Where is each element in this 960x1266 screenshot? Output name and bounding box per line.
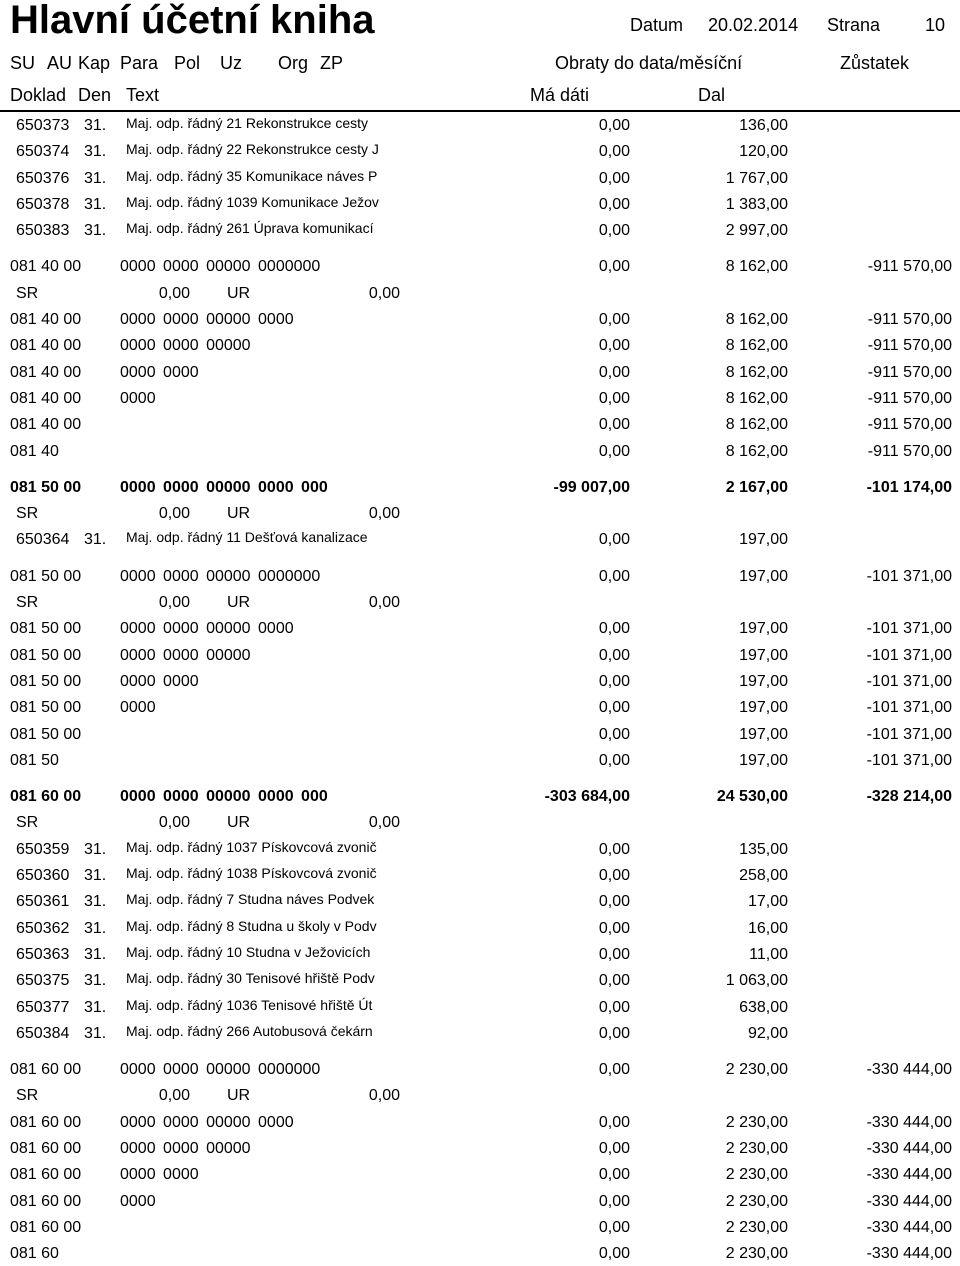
sr-value: 0,00 — [158, 1087, 190, 1105]
account-summary-row — [0, 474, 960, 500]
zustatek-value: -101 371,00 — [866, 699, 952, 717]
account-summary-row — [0, 642, 960, 668]
dal-value: 1 767,00 — [725, 169, 788, 187]
doklad-number: 650361 — [16, 893, 70, 911]
account-code: 081 50 00 — [10, 672, 82, 690]
dal-value: 197,00 — [739, 672, 788, 690]
ma-dati-value: 0,00 — [598, 1218, 630, 1236]
doklad-number: 650360 — [16, 867, 70, 885]
analytic-codes: 0000 0000 00000 0000000 — [120, 258, 321, 276]
analytic-codes: 0000 0000 00000 0000 — [120, 1113, 294, 1131]
sr-ur-row — [0, 280, 960, 306]
dal-value: 2 167,00 — [725, 478, 788, 496]
analytic-codes: 0000 — [120, 389, 156, 407]
analytic-codes: 0000 0000 00000 — [120, 337, 251, 355]
dal-value: 136,00 — [739, 117, 788, 134]
zustatek-value: -330 444,00 — [866, 1166, 952, 1184]
entry-text: Maj. odp. řádný 7 Studna náves Podvek — [126, 891, 375, 908]
col-pol: Pol — [174, 53, 201, 73]
ma-dati-value: 0,00 — [598, 751, 630, 769]
entry-text: Maj. odp. řádný 30 Tenisové hřiště Podv — [126, 970, 375, 987]
dal-value: 2 230,00 — [725, 1113, 788, 1131]
entry-row — [0, 888, 960, 914]
col-obraty: Obraty do data/měsíční — [555, 53, 743, 73]
ur-label: UR — [227, 814, 251, 832]
col-dal: Dal — [698, 85, 726, 105]
zustatek-value: -330 444,00 — [866, 1061, 952, 1079]
analytic-codes: 0000 — [120, 1192, 156, 1210]
zustatek-value: -330 444,00 — [866, 1113, 952, 1131]
analytic-codes: 0000 0000 — [120, 363, 199, 381]
account-summary-row — [0, 615, 960, 641]
account-summary-row — [0, 1161, 960, 1187]
report-title: Hlavní účetní kniha — [10, 0, 375, 42]
account-code: 081 40 — [10, 442, 59, 460]
entry-text: Maj. odp. řádný 266 Autobusová čekárn — [126, 1022, 373, 1039]
sr-ur-row — [0, 809, 960, 835]
ma-dati-value: 0,00 — [598, 416, 630, 434]
ma-dati-value: 0,00 — [598, 672, 630, 690]
ma-dati-value: 0,00 — [598, 195, 630, 213]
dal-value: 2 230,00 — [725, 1061, 788, 1079]
col-zustatek: Zůstatek — [840, 53, 910, 73]
ma-dati-value: 0,00 — [598, 1139, 630, 1157]
strana-value: 10 — [925, 15, 946, 35]
analytic-codes: 0000 — [120, 699, 156, 717]
account-code: 081 50 00 — [10, 567, 82, 585]
account-summary-row — [0, 783, 960, 809]
sr-ur-row — [0, 1082, 960, 1108]
entry-text: Maj. odp. řádný 21 Rekonstrukce cesty — [126, 115, 369, 131]
dal-value: 8 162,00 — [725, 258, 788, 276]
dal-value: 258,00 — [739, 867, 788, 885]
account-code: 081 60 00 — [10, 1166, 82, 1184]
dal-value: 8 162,00 — [725, 363, 788, 381]
col-doklad: Doklad — [10, 85, 67, 105]
account-summary-row — [0, 411, 960, 437]
ma-dati-value: 0,00 — [598, 620, 630, 638]
account-code: 081 50 00 — [10, 620, 82, 638]
ma-dati-value: 0,00 — [598, 893, 630, 911]
ma-dati-value: 0,00 — [598, 222, 630, 240]
entry-text: Maj. odp. řádný 10 Studna v Ježovicích — [126, 943, 371, 960]
dal-value: 197,00 — [739, 725, 788, 743]
analytic-codes: 0000 0000 00000 — [120, 1139, 251, 1157]
day: 31. — [84, 998, 107, 1016]
ur-label: UR — [227, 594, 251, 612]
ma-dati-value: 0,00 — [598, 337, 630, 355]
zustatek-value: -911 570,00 — [867, 416, 952, 434]
day: 31. — [84, 1024, 107, 1042]
dal-value: 2 230,00 — [725, 1192, 788, 1210]
col-org: Org — [278, 53, 309, 73]
account-code: 081 50 00 — [10, 699, 82, 717]
sr-value: 0,00 — [158, 284, 190, 302]
analytic-codes: 0000 0000 00000 0000 000 — [120, 478, 328, 496]
dal-value: 16,00 — [747, 919, 788, 937]
ma-dati-value: 0,00 — [598, 840, 630, 858]
ma-dati-value: 0,00 — [598, 646, 630, 664]
dal-value: 11,00 — [749, 945, 788, 963]
account-code: 081 60 00 — [10, 1113, 82, 1131]
account-summary-row — [0, 438, 960, 464]
account-summary-row — [0, 332, 960, 358]
dal-value: 197,00 — [739, 646, 788, 664]
zustatek-value: -911 570,00 — [867, 389, 952, 407]
dal-value: 92,00 — [747, 1024, 788, 1042]
ma-dati-value: 0,00 — [598, 1166, 630, 1184]
day: 31. — [84, 169, 107, 187]
dal-value: 197,00 — [739, 751, 788, 769]
ma-dati-value: 0,00 — [598, 998, 630, 1016]
account-summary-row — [0, 359, 960, 385]
doklad-number: 650373 — [16, 117, 70, 134]
ur-value: 0,00 — [368, 505, 400, 523]
account-code: 081 60 00 — [10, 1218, 82, 1236]
zustatek-value: -330 444,00 — [866, 1192, 952, 1210]
ur-value: 0,00 — [368, 594, 400, 612]
zustatek-value: -101 371,00 — [866, 725, 952, 743]
sr-value: 0,00 — [158, 594, 190, 612]
ma-dati-value: 0,00 — [598, 117, 630, 134]
account-code: 081 40 00 — [10, 258, 82, 276]
ma-dati-value: 0,00 — [598, 1245, 630, 1263]
dal-value: 2 230,00 — [725, 1245, 788, 1263]
analytic-codes: 0000 0000 00000 — [120, 646, 251, 664]
doklad-number: 650374 — [16, 143, 70, 161]
entry-text: Maj. odp. řádný 1036 Tenisové hřiště Út — [126, 996, 373, 1013]
col-au: AU — [47, 53, 73, 73]
col-uz: Uz — [220, 53, 242, 73]
account-code: 081 50 00 — [10, 646, 82, 664]
ma-dati-value: 0,00 — [598, 1024, 630, 1042]
doklad-number: 650383 — [16, 222, 70, 240]
entry-text: Maj. odp. řádný 1039 Komunikace Ježov — [126, 193, 379, 210]
analytic-codes: 0000 0000 00000 0000000 — [120, 1061, 321, 1079]
sr-label: SR — [16, 594, 39, 612]
ma-dati-value: 0,00 — [598, 725, 630, 743]
account-summary-row — [0, 721, 960, 747]
ma-dati-value: 0,00 — [598, 531, 630, 549]
entry-row — [0, 862, 960, 888]
ur-value: 0,00 — [368, 814, 400, 832]
sr-label: SR — [16, 1087, 39, 1105]
dal-value: 8 162,00 — [725, 337, 788, 355]
ma-dati-value: 0,00 — [598, 972, 630, 990]
day: 31. — [84, 195, 107, 213]
analytic-codes: 0000 0000 — [120, 1166, 199, 1184]
analytic-codes: 0000 0000 00000 0000 — [120, 311, 294, 329]
zustatek-value: -101 371,00 — [866, 751, 952, 769]
entry-text: Maj. odp. řádný 8 Studna u školy v Podv — [126, 917, 377, 934]
ur-label: UR — [227, 505, 251, 523]
zustatek-value: -911 570,00 — [867, 442, 952, 460]
dal-value: 8 162,00 — [725, 389, 788, 407]
day: 31. — [84, 531, 107, 549]
account-code: 081 60 — [10, 1245, 59, 1263]
day: 31. — [84, 945, 107, 963]
dal-value: 24 530,00 — [716, 788, 788, 806]
col-kap: Kap — [78, 53, 111, 73]
zustatek-value: -330 444,00 — [866, 1245, 952, 1263]
analytic-codes: 0000 0000 00000 0000 000 — [120, 788, 328, 806]
zustatek-value: -101 371,00 — [866, 620, 952, 638]
ma-dati-value: 0,00 — [598, 442, 630, 460]
account-summary-row — [0, 668, 960, 694]
account-summary-row — [0, 563, 960, 589]
account-summary-row — [0, 306, 960, 332]
zustatek-value: -101 371,00 — [866, 567, 952, 585]
zustatek-value: -911 570,00 — [867, 337, 952, 355]
sr-label: SR — [16, 505, 39, 523]
col-zp: ZP — [320, 53, 344, 73]
entry-text: Maj. odp. řádný 1037 Pískovcová zvonič — [126, 838, 377, 855]
zustatek-value: -101 371,00 — [866, 672, 952, 690]
zustatek-value: -911 570,00 — [867, 258, 952, 276]
doklad-number: 650377 — [16, 998, 70, 1016]
account-code: 081 60 00 — [10, 788, 82, 806]
day: 31. — [84, 972, 107, 990]
ur-value: 0,00 — [368, 284, 400, 302]
ma-dati-value: -99 007,00 — [553, 478, 630, 496]
ledger-rows — [0, 112, 960, 1266]
dal-value: 2 997,00 — [725, 222, 788, 240]
dal-value: 2 230,00 — [725, 1139, 788, 1157]
entry-row — [0, 526, 960, 552]
dal-value: 638,00 — [739, 998, 788, 1016]
dal-value: 135,00 — [739, 840, 788, 858]
entry-row — [0, 994, 960, 1020]
entry-row — [0, 191, 960, 217]
sr-ur-row — [0, 500, 960, 526]
account-code: 081 50 00 — [10, 725, 82, 743]
account-summary-row — [0, 1214, 960, 1240]
zustatek-value: -328 214,00 — [866, 788, 952, 806]
col-den: Den — [78, 85, 112, 105]
account-summary-row — [0, 747, 960, 773]
day: 31. — [84, 919, 107, 937]
account-code: 081 40 00 — [10, 389, 82, 407]
account-summary-row — [0, 1188, 960, 1214]
datum-label: Datum — [630, 15, 684, 35]
account-summary-row — [0, 1056, 960, 1082]
dal-value: 8 162,00 — [725, 416, 788, 434]
col-madati: Má dáti — [530, 85, 590, 105]
account-summary-row — [0, 1135, 960, 1161]
account-code: 081 40 00 — [10, 416, 82, 434]
ma-dati-value: 0,00 — [598, 945, 630, 963]
day: 31. — [84, 893, 107, 911]
zustatek-value: -101 174,00 — [866, 478, 952, 496]
doklad-number: 650376 — [16, 169, 70, 187]
ma-dati-value: 0,00 — [598, 143, 630, 161]
dal-value: 197,00 — [739, 620, 788, 638]
doklad-number: 650384 — [16, 1024, 70, 1042]
dal-value: 8 162,00 — [725, 311, 788, 329]
account-summary-row — [0, 385, 960, 411]
dal-value: 2 230,00 — [725, 1166, 788, 1184]
ur-label: UR — [227, 1087, 251, 1105]
entry-text: Maj. odp. řádný 261 Úprava komunikací — [126, 220, 374, 237]
ma-dati-value: 0,00 — [598, 169, 630, 187]
zustatek-value: -101 371,00 — [866, 646, 952, 664]
zustatek-value: -911 570,00 — [867, 363, 952, 381]
dal-value: 197,00 — [739, 567, 788, 585]
day: 31. — [84, 840, 107, 858]
dal-value: 120,00 — [739, 143, 788, 161]
day: 31. — [84, 222, 107, 240]
entry-row — [0, 836, 960, 862]
datum-value: 20.02.2014 — [708, 15, 799, 35]
zustatek-value: -330 444,00 — [866, 1139, 952, 1157]
account-code: 081 60 00 — [10, 1061, 82, 1079]
ma-dati-value: 0,00 — [598, 1192, 630, 1210]
sr-ur-row — [0, 589, 960, 615]
dal-value: 1 383,00 — [725, 195, 788, 213]
ma-dati-value: 0,00 — [598, 258, 630, 276]
doklad-number: 650375 — [16, 972, 70, 990]
account-summary-row — [0, 253, 960, 279]
zustatek-value: -330 444,00 — [866, 1218, 952, 1236]
ma-dati-value: 0,00 — [598, 567, 630, 585]
ma-dati-value: 0,00 — [598, 699, 630, 717]
entry-text: Maj. odp. řádný 1038 Pískovcová zvonič — [126, 865, 377, 882]
ma-dati-value: -303 684,00 — [544, 788, 630, 806]
entry-row — [0, 1020, 960, 1046]
doklad-number: 650363 — [16, 945, 70, 963]
entry-text: Maj. odp. řádný 11 Dešťová kanalizace — [126, 529, 368, 546]
col-para: Para — [120, 53, 159, 73]
entry-row — [0, 138, 960, 164]
ur-label: UR — [227, 284, 251, 302]
doklad-number: 650362 — [16, 919, 70, 937]
account-code: 081 60 00 — [10, 1139, 82, 1157]
account-code: 081 50 — [10, 751, 59, 769]
day: 31. — [84, 867, 107, 885]
analytic-codes: 0000 0000 00000 0000000 — [120, 567, 321, 585]
doklad-number: 650378 — [16, 195, 70, 213]
day: 31. — [84, 117, 107, 134]
account-summary-row — [0, 694, 960, 720]
ma-dati-value: 0,00 — [598, 919, 630, 937]
entry-row — [0, 915, 960, 941]
account-code: 081 40 00 — [10, 311, 82, 329]
entry-row — [0, 941, 960, 967]
dal-value: 2 230,00 — [725, 1218, 788, 1236]
account-code: 081 40 00 — [10, 337, 82, 355]
strana-label: Strana — [827, 15, 881, 35]
entry-text: Maj. odp. řádný 22 Rekonstrukce cesty J — [126, 141, 379, 158]
col-text: Text — [126, 85, 160, 105]
analytic-codes: 0000 0000 — [120, 672, 199, 690]
ma-dati-value: 0,00 — [598, 363, 630, 381]
entry-row — [0, 112, 960, 138]
account-code: 081 60 00 — [10, 1192, 82, 1210]
analytic-codes: 0000 0000 00000 0000 — [120, 620, 294, 638]
dal-value: 197,00 — [739, 531, 788, 549]
dal-value: 197,00 — [739, 699, 788, 717]
sr-label: SR — [16, 284, 39, 302]
account-code: 081 50 00 — [10, 478, 82, 496]
col-su: SU — [10, 53, 36, 73]
entry-row — [0, 217, 960, 243]
ma-dati-value: 0,00 — [598, 867, 630, 885]
ma-dati-value: 0,00 — [598, 311, 630, 329]
ma-dati-value: 0,00 — [598, 389, 630, 407]
day: 31. — [84, 143, 107, 161]
sr-value: 0,00 — [158, 505, 190, 523]
dal-value: 1 063,00 — [725, 972, 788, 990]
zustatek-value: -911 570,00 — [867, 311, 952, 329]
dal-value: 8 162,00 — [725, 442, 788, 460]
entry-text: Maj. odp. řádný 35 Komunikace náves P — [126, 167, 378, 184]
dal-value: 17,00 — [747, 893, 788, 911]
account-summary-row — [0, 1109, 960, 1135]
ma-dati-value: 0,00 — [598, 1113, 630, 1131]
sr-label: SR — [16, 814, 39, 832]
entry-row — [0, 165, 960, 191]
account-summary-row — [0, 1240, 960, 1266]
entry-row — [0, 967, 960, 993]
doklad-number: 650364 — [16, 531, 70, 549]
account-code: 081 40 00 — [10, 363, 82, 381]
ma-dati-value: 0,00 — [598, 1061, 630, 1079]
sr-value: 0,00 — [158, 814, 190, 832]
ur-value: 0,00 — [368, 1087, 400, 1105]
doklad-number: 650359 — [16, 840, 70, 858]
